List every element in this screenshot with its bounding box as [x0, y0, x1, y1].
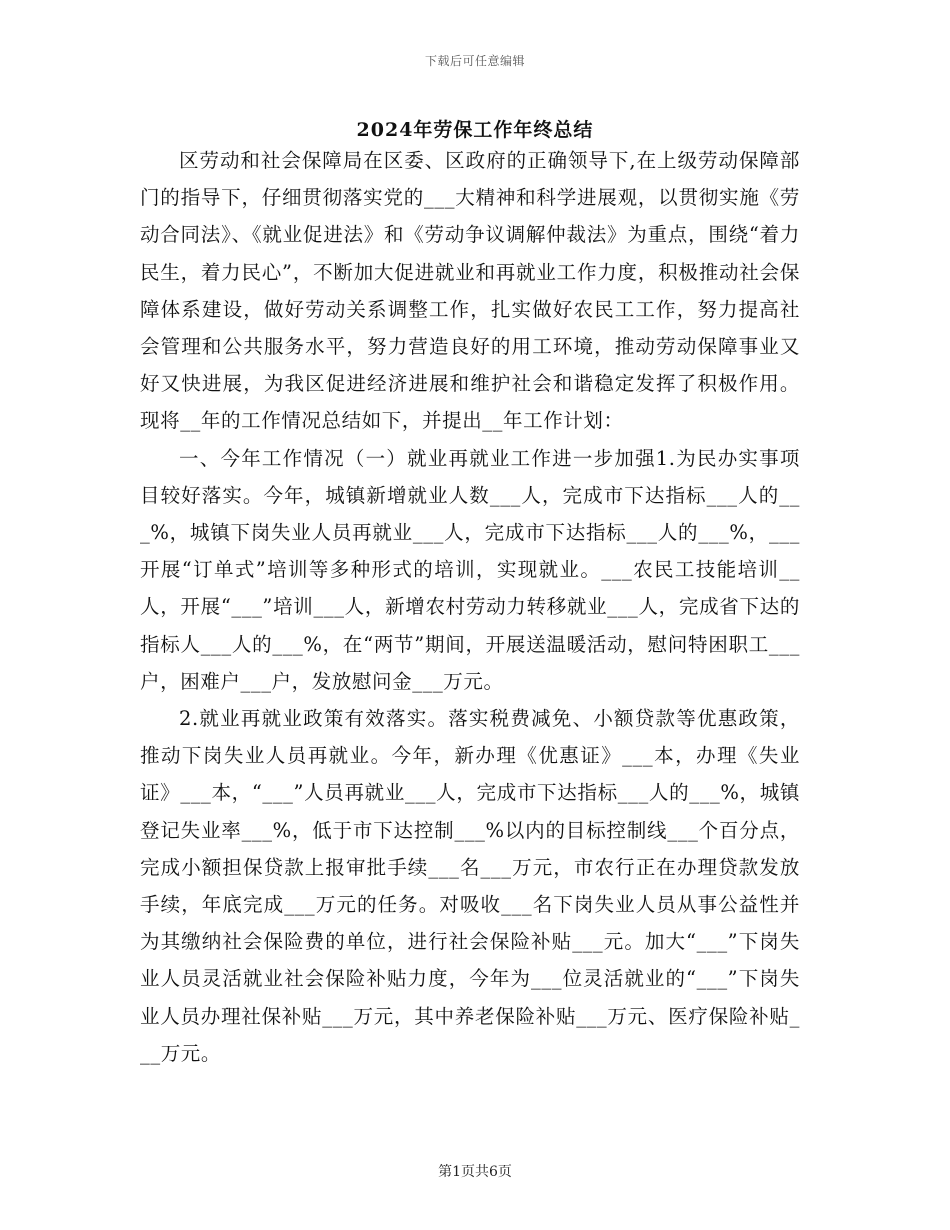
document-body — [140, 142, 800, 1072]
paragraph-section-2: 2.就业再就业政策有效落实。落实税费减免、小额贷款等优惠政策，推动下岗失业人员再就业。今年，新办理《优惠证》___本，办理《失业证》___本，“___”人员再就业___人，完成市下达指标___人的___%，城镇登记失业率___%，低于市下达控制___%以内的目标控制线___个百分点，完成小额担保贷款上报审批手续___名___万元，市农行正在办理贷款发放手续，年底完成___万元的任务。对吸收___名下岗失业人员从事公益性并为其缴纳社会保险费的单位，进行社会保险补贴___元。加大“___”下岗失业人员灵活就业社会保险补贴力度，今年为___位灵活就业的“___”下岗失业人员办理社保补贴___万元，其中养老保险补贴___万元、医疗保险补贴___万元。 — [140, 707, 800, 1065]
page-number: 第1页共6页 — [438, 1164, 512, 1180]
document-title: 2024年劳保工作年终总结 — [356, 119, 594, 141]
paragraph-section-1: 一、今年工作情况（一）就业再就业工作进一步加强1.为民办实事项目较好落实。今年，城镇新增就业人数___人，完成市下达指标___人的___%，城镇下岗失业人员再就业___人，完成市下达指标___人的___%，___开展“订单式”培训等多种形式的培训，实现就业。___农民工技能培训__人，开展“___”培训___人，新增农村劳动力转移就业___人，完成省下达的指标人___人的___%，在“两节”期间，开展送温暖活动，慰问特困职工___户，困难户___户，发放慰问金___万元。 — [140, 446, 800, 693]
header-note: 下载后可任意编辑 — [424, 54, 525, 68]
paragraph-intro: 区劳动和社会保障局在区委、区政府的正确领导下,在上级劳动保障部门的指导下，仔细贯彻落实党的___大精神和科学进展观，以贯彻实施《劳动合同法》、《就业促进法》和《劳动争议调解仲裁法》为重点，围绕“着力民生，着力民心”，不断加大促进就业和再就业工作力度，积极推动社会保障体系建设，做好劳动关系调整工作，扎实做好农民工工作，努力提高社会管理和公共服务水平，努力营造良好的用工环境，推动劳动保障事业又好又快进展，为我区促进经济进展和维护社会和谐稳定发挥了积极作用。现将__年的工作情况总结如下，并提出__年工作计划： — [140, 149, 800, 433]
